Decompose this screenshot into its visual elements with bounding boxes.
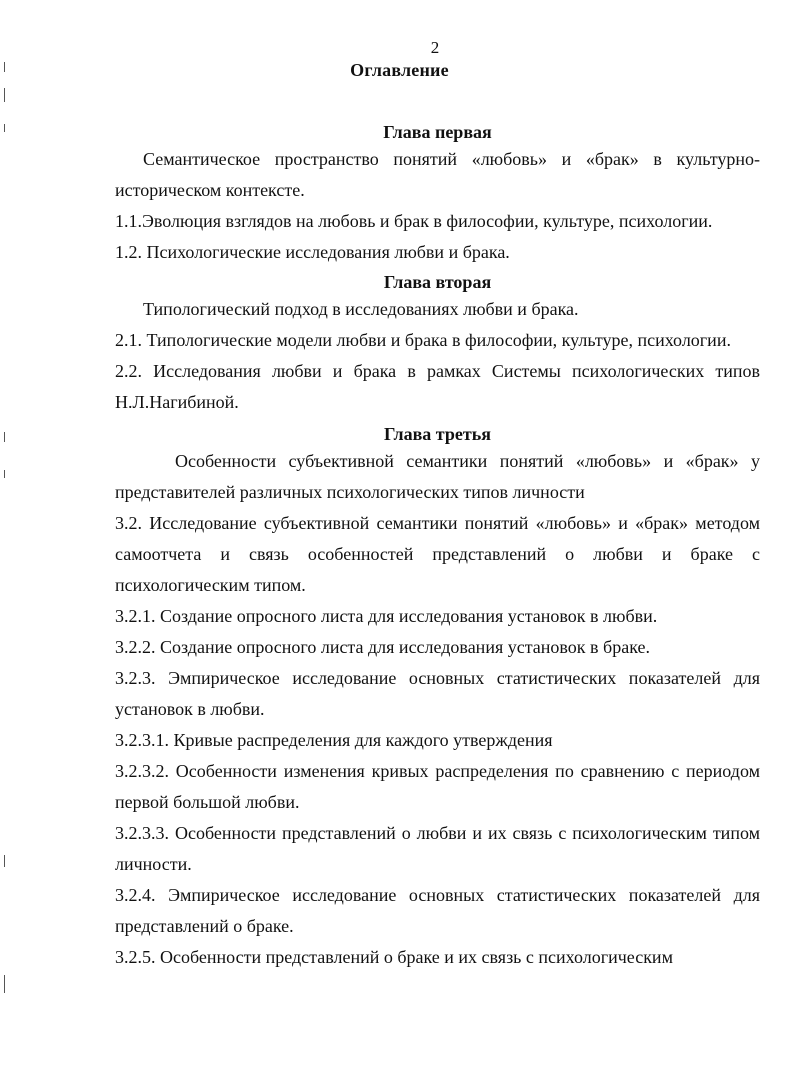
toc-entry: 1.2. Психологические исследования любви и брака. <box>115 242 510 262</box>
table-of-contents <box>115 120 760 973</box>
toc-entry: 3.2.4. Эмпирическое исследование основных статистических показателей для представлений о браке. <box>115 885 760 936</box>
chapter-intro: Семантическое пространство понятий «любовь» и «брак» в культурно-историческом контексте. <box>115 149 760 200</box>
chapter-heading: Глава вторая <box>383 272 492 292</box>
scan-mark <box>4 855 5 867</box>
toc-entry: 3.2.3.2. Особенности изменения кривых распределения по сравнению с периодом первой большой любви. <box>115 761 760 812</box>
toc-entry: 3.2.1. Создание опросного листа для исследования установок в любви. <box>115 606 658 626</box>
table-of-contents-title: Оглавление <box>350 60 449 80</box>
chapter-2 <box>115 270 760 418</box>
chapter-heading: Глава первая <box>383 122 492 142</box>
chapter-3 <box>115 422 760 973</box>
toc-entry: 3.2.2. Создание опросного листа для исследования установок в браке. <box>115 637 650 657</box>
chapter-1 <box>115 120 760 268</box>
toc-entry: 3.2.5. Особенности представлений о браке и их связь с психологическим <box>115 947 673 967</box>
scan-mark <box>4 88 5 102</box>
scan-mark <box>4 124 5 132</box>
scan-mark <box>4 975 5 993</box>
toc-entry: 3.2.3. Эмпирическое исследование основных статистических показателей для установок в любви. <box>115 668 760 719</box>
toc-entry: 3.2. Исследование субъективной семантики понятий «любовь» и «брак» методом самоотчета и связь особенностей представлений о любви и браке с психологическим типом. <box>115 513 760 595</box>
toc-entry: 2.1. Типологические модели любви и брака в философии, культуре, психологии. <box>115 330 731 350</box>
scan-margin-marks <box>4 0 14 1091</box>
chapter-intro: Особенности субъективной семантики понятий «любовь» и «брак» у представителей различных психологических типов личности <box>115 451 760 502</box>
scan-mark <box>4 470 5 478</box>
scan-mark <box>4 432 5 442</box>
toc-entry: 3.2.3.3. Особенности представлений о любви и их связь с психологическим типом личности. <box>115 823 760 874</box>
chapter-intro: Типологический подход в исследованиях любви и брака. <box>143 299 579 319</box>
page-number: 2 <box>430 38 440 57</box>
toc-entry: 3.2.3.1. Кривые распределения для каждого утверждения <box>115 730 553 750</box>
toc-entry: 2.2. Исследования любви и брака в рамках Системы психологических типов Н.Л.Нагибиной. <box>115 361 760 412</box>
chapter-heading: Глава третья <box>384 424 491 444</box>
toc-entry: 1.1.Эволюция взглядов на любовь и брак в философии, культуре, психологии. <box>115 211 713 231</box>
